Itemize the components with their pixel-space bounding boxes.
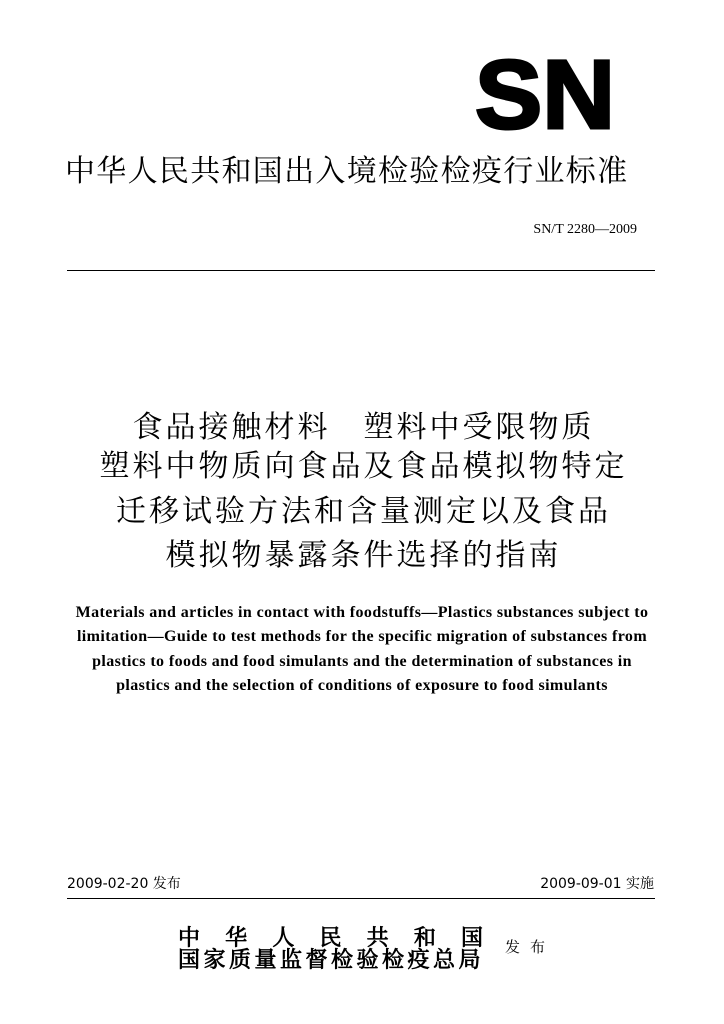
divider-bottom (67, 898, 655, 899)
title-en-line: plastics to foods and food simulants and the determination of substances in (92, 652, 632, 670)
issue-date: 2009-02-20 发布 (67, 876, 181, 892)
title-en-line: limitation—Guide to test methods for the specific migration of substances from (76, 628, 648, 646)
title-en (0, 601, 724, 698)
title-cn-line: 塑料中物质向食品及食品模拟物特定 (99, 449, 628, 484)
standard-number: SN/T 2280—2009 (533, 222, 637, 237)
title-cn-line: 模拟物暴露条件选择的指南 (165, 538, 562, 573)
standard-logo-text: SN (475, 52, 615, 132)
title-en-line: plastics and the selection of conditions of exposure to food simulants (116, 676, 608, 694)
issuer-name-line-1: 中 华 人 民 共 和 国 (178, 925, 483, 951)
title-en-line: Materials and articles in contact with foodstuffs—Plastics substances subject to (75, 604, 649, 621)
issuer-name-line-2: 国家质量监督检验检疫总局 (178, 947, 485, 973)
implementation-date: 2009-09-01 实施 (540, 876, 654, 892)
title-cn-line: 迁移试验方法和含量测定以及食品 (116, 494, 611, 529)
title-cn-line: 食品接触材料 塑料中受限物质 (132, 410, 595, 445)
standard-logo (470, 52, 620, 132)
issue-label: 发 布 (505, 938, 545, 956)
header-title: 中华人民共和国出入境检验检疫行业标准 (65, 154, 629, 189)
divider-top (67, 270, 655, 271)
